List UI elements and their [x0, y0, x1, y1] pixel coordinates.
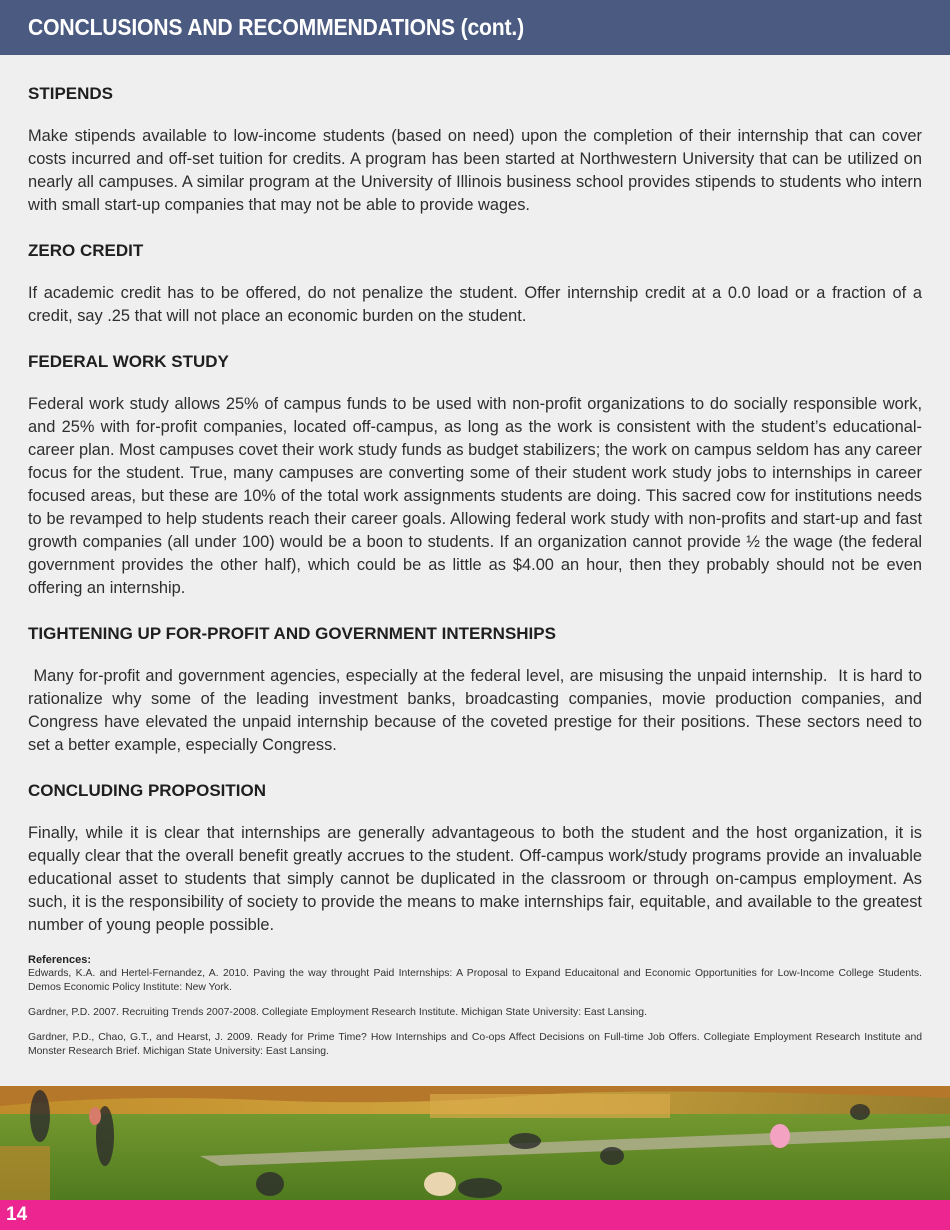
- section-heading: ZERO CREDIT: [28, 241, 144, 260]
- section-body: Finally, while it is clear that internships are generally advantageous to both the student and the host organization, it is equally clear that the overall benefit greatly accrues to the student. Off-campus work/study programs provide an invaluable educational asset to students that simply cannot be duplicated in the classroom or through on-campus employment. As such, it is the responsibility of society to provide the means to make internships fair, equitable, and available to the greatest number of young people possible.: [28, 824, 922, 934]
- page-title: CONCLUSIONS AND RECOMMENDATIONS (cont.): [28, 14, 524, 40]
- page-footer: [0, 1200, 950, 1230]
- references-title: References:: [28, 954, 91, 966]
- section-tightening-up: [28, 623, 927, 757]
- section-heading: STIPENDS: [28, 84, 114, 103]
- section-heading: TIGHTENING UP FOR-PROFIT AND GOVERNMENT INTERNSHIPS: [28, 624, 556, 643]
- reference-item: Edwards, K.A. and Hertel-Fernandez, A. 2010. Paving the way throught Paid Internships: A Proposal to Expand Educaitonal and Economic Opportunities for Low-Income College Students. Demos Economic Policy Institute: New York.: [28, 968, 922, 993]
- section-federal-work-study: [28, 351, 922, 600]
- section-heading: CONCLUDING PROPOSITION: [28, 781, 267, 800]
- section-body: If academic credit has to be offered, do not penalize the student. Offer internship credit at a 0.0 load or a fraction of a credit, say .25 that will not place an economic burden on the student.: [28, 284, 922, 325]
- section-stipends: [28, 83, 922, 217]
- page-number: 14: [6, 1204, 28, 1225]
- references: [28, 954, 922, 1070]
- section-zero-credit: [28, 240, 922, 328]
- section-body: Make stipends available to low-income students (based on need) upon the completion of their internship that can cover costs incurred and off-set tuition for credits. A program has been started at Northwestern University that can be utilized on nearly all campuses. A similar program at the University of Illinois business school provides stipends to students who intern with small start-up companies that may not be able to provide wages.: [28, 127, 922, 214]
- campus-lawn-image: [0, 1086, 950, 1200]
- section-body: Federal work study allows 25% of campus funds to be used with non-profit organizations to do socially responsible work, and 25% with for-profit companies, located off-campus, as long as the work is consistent with the student’s educational-career plan. Most campuses covet their work study funds as budget stabilizers; the work on campus seldom has any career focus for the student. True, many campuses are converting some of their student work study jobs to internships in career focused areas, but these are 10% of the total work assignments students are doing. This sacred cow for institutions needs to be revamped to help students reach their career goals. Allowing federal work study with non-profits and start-up and fast growth companies (all under 100) would be a boon to students. If an organization cannot provide ½ the wage (the federal government provides the other half), which could be as little as $4.00 an hour, then they probably should not be even offering an internship.: [28, 395, 922, 597]
- campus-lawn-photo: [0, 1086, 950, 1200]
- section-body: Many for-profit and government agencies, especially at the federal level, are misusing the unpaid internship. It is hard to rationalize why some of the leading investment banks, broadcasting companies, movie production companies, and Congress have elevated the unpaid internship because of the coveted prestige for their positions. These sectors need to set a better example, especially Congress.: [28, 667, 927, 754]
- section-heading: FEDERAL WORK STUDY: [28, 352, 229, 371]
- page-header: [0, 0, 950, 55]
- reference-item: Gardner, P.D., Chao, G.T., and Hearst, J. 2009. Ready for Prime Time? How Internships and Co-ops Affect Decisions on Full-time Job Offers. Collegiate Employment Research Institute and Monster Research Brief. Michigan State University: East Lansing.: [28, 1032, 922, 1057]
- reference-item: Gardner, P.D. 2007. Recruiting Trends 2007-2008. Collegiate Employment Research Institute. Michigan State University: East Lansing.: [28, 1007, 647, 1018]
- main-content: [28, 83, 927, 960]
- section-concluding-proposition: [28, 780, 922, 937]
